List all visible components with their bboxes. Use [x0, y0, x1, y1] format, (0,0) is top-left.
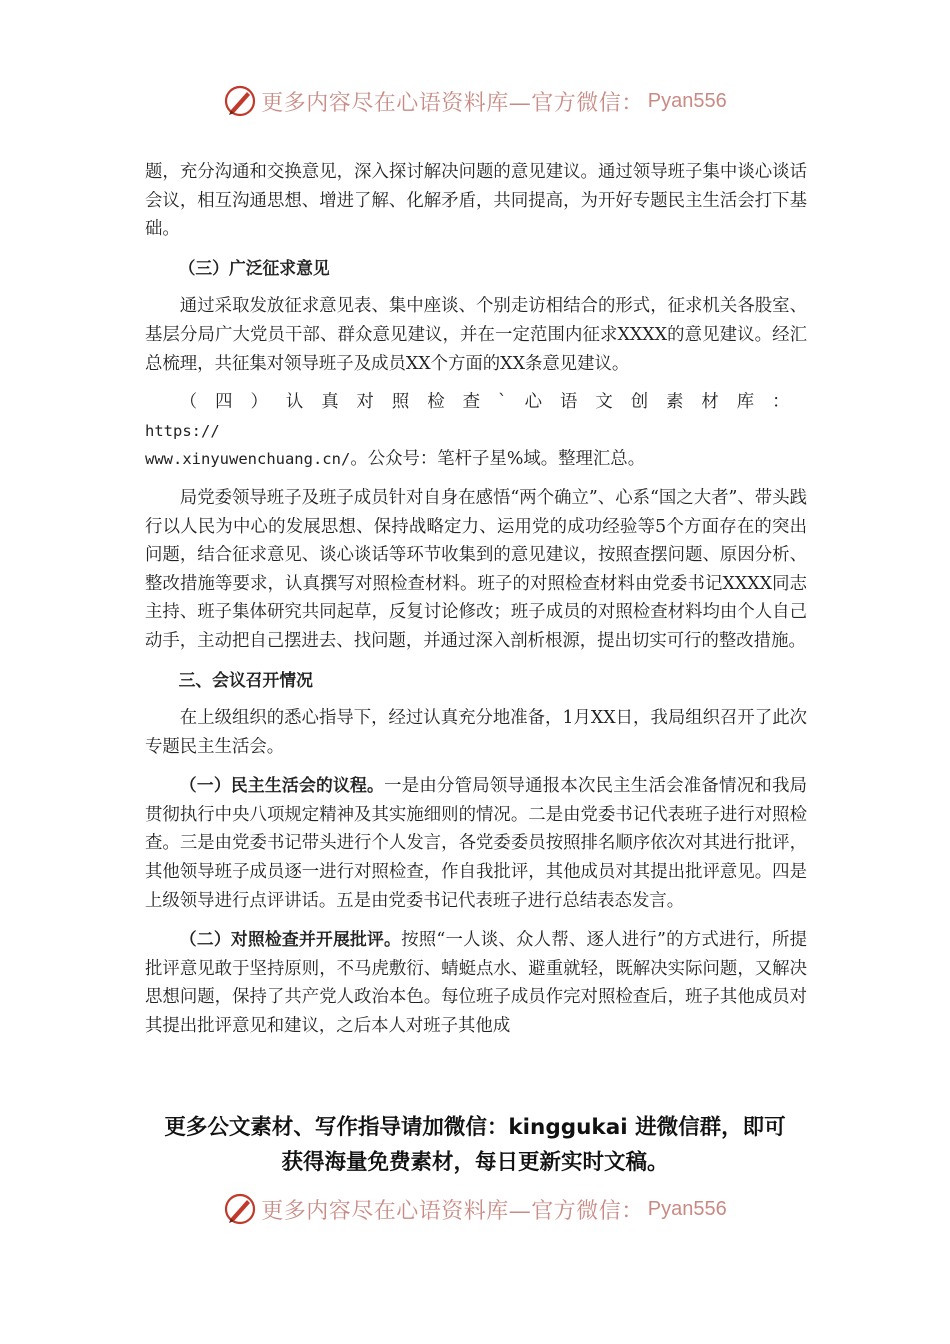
heading-solicit-opinions: （三）广泛征求意见	[178, 257, 330, 278]
promo-line-2: 获得海量免费素材，每日更新实时文稿。	[281, 1150, 669, 1175]
paragraph-meeting-intro: 在上级组织的悉心指导下，经过认真充分地准备，1月XX日，我局组织召开了此次专题民主生活会。	[145, 708, 807, 757]
banner-text: 更多内容尽在心语资料库—官方微信：	[261, 1198, 644, 1224]
pen-logo-icon	[223, 1192, 257, 1226]
heading-self-check-tail: 。公众号：笔杆子星%域。整理汇总。	[350, 449, 646, 470]
heading-self-check-title: （四）认真对照检查`心语文创素材库：	[179, 392, 807, 413]
header-watermark-banner	[0, 84, 950, 123]
section-meeting-held: 三、会议召开情况	[178, 669, 313, 690]
paragraph-check-materials: 局党委领导班子及班子成员针对自身在感悟“两个确立”、心系“国之大者”、带头践行以人民为中心的发展思想、保持战略定力、运用党的成功经验等5个方面存在的突出问题，结合征求意见、谈心谈话等环节收集到的意见建议，按照查摆问题、原因分析、整改措施等要求，认真撰写对照检查材料。班子的对照检查材料由党委书记XXXX同志主持、班子集体研究共同起草，反复讨论修改；班子成员的对照检查材料均由个人自己动手，主动把自己摆进去、找问题，并通过深入剖析根源，提出切实可行的整改措施。	[145, 487, 807, 651]
footer-watermark-banner	[0, 1192, 950, 1231]
promo-notice	[0, 1110, 950, 1180]
heading-self-check-url-part1: https://	[145, 421, 220, 440]
banner-account: Pyan556	[647, 1197, 727, 1220]
item-agenda	[145, 771, 807, 915]
promo-line-1: 更多公文素材、写作指导请加微信：kinggukai 进微信群，即可	[164, 1115, 786, 1140]
pen-logo-icon	[223, 84, 257, 118]
paragraph-solicit: 通过采取发放征求意见表、集中座谈、个别走访相结合的形式，征求机关各股室、基层分局广大党员干部、群众意见建议，并在一定范围内征求XXXX的意见建议。经汇总梳理，共征集对领导班子及成员XX个方面的XX条意见建议。	[145, 296, 807, 374]
banner-account: Pyan556	[647, 89, 727, 112]
item-criticism	[145, 925, 807, 1040]
paragraph-continued: 题，充分沟通和交换意见，深入探讨解决问题的意见建议。通过领导班子集中谈心谈话会议，相互沟通思想、增进了解、化解矛盾，共同提高，为开好专题民主生活会打下基础。	[145, 162, 807, 240]
heading-self-check	[145, 388, 807, 474]
document-body	[145, 158, 807, 1051]
item-criticism-body: 按照“一人谈、众人帮、逐人进行”的方式进行，所提批评意见敢于坚持原则，不马虎敷衍、蜻蜓点水、避重就轻，既解决实际问题，又解决思想问题，保持了共产党人政治本色。每位班子成员作完对照检查后，班子其他成员对其提出批评意见和建议，之后本人对班子其他成	[145, 930, 807, 1037]
item-agenda-title: （一）民主生活会的议程。	[179, 775, 385, 796]
item-criticism-title: （二）对照检查并开展批评。	[179, 929, 402, 950]
item-agenda-body: 一是由分管局领导通报本次民主生活会准备情况和我局贯彻执行中央八项规定精神及其实施细则的情况。二是由党委书记代表班子进行对照检查。三是由党委书记带头进行个人发言，各党委委员按照排名顺序依次对其进行批评，其他领导班子成员逐一进行对照检查，作自我批评，其他成员对其提出批评意见。四是上级领导进行点评讲话。五是由党委书记代表班子进行总结表态发言。	[145, 776, 807, 911]
banner-text: 更多内容尽在心语资料库—官方微信：	[261, 90, 644, 116]
heading-self-check-url-part2: www.xinyuwenchuang.cn/	[145, 450, 351, 469]
